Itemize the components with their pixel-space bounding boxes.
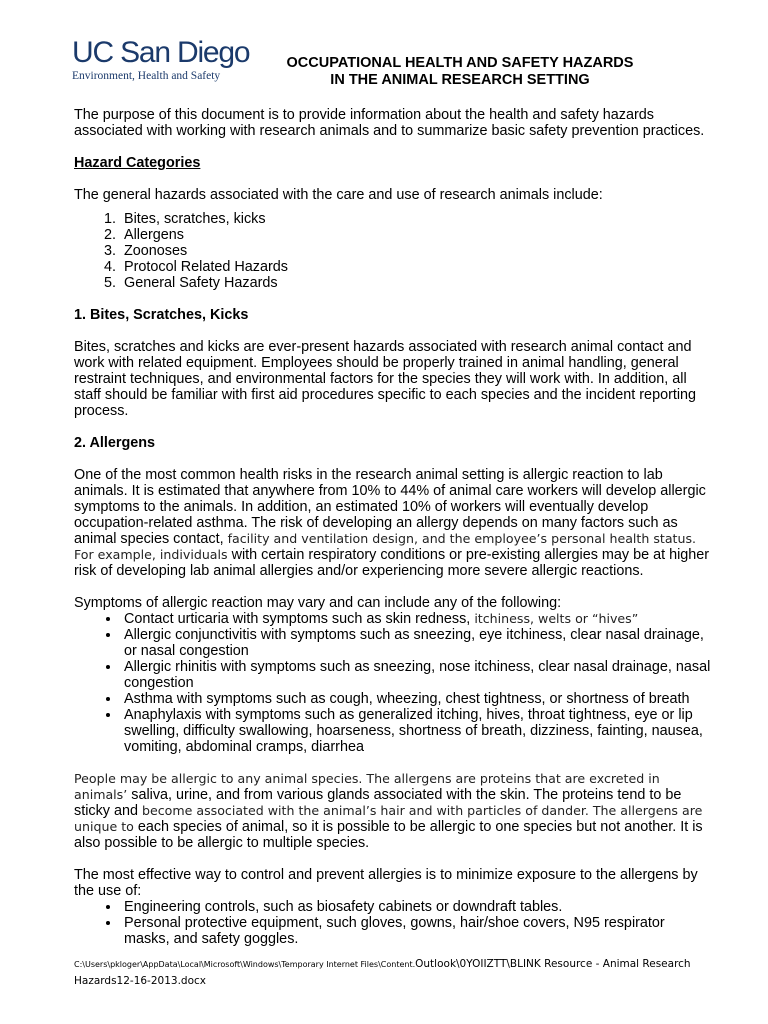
- title-line-1: OCCUPATIONAL HEALTH AND SAFETY HAZARDS: [286, 55, 634, 71]
- paragraph-text: People may be allergic to any animal species. The allergens are proteins that are excreted in animals’: [74, 771, 660, 802]
- section-2-heading: 2. Allergens: [74, 435, 156, 451]
- section-1-body: Bites, scratches and kicks are ever-present hazards associated with research animal contact and work with related equipment. Employees should be properly trained in animal handling, general restraint techniques, and environmental factors for the species they will work with. In addition, all staff should be familiar with first aid procedures specific to each species and the incident reporting process.: [74, 339, 697, 419]
- section-2-paragraph-2: [74, 771, 714, 851]
- file-path-footer: [74, 956, 694, 990]
- footer-path: Outlook\0YOIIZTT\BLINK Resource - Animal Research Hazards12-16-2013.docx: [74, 958, 691, 987]
- hazard-categories-lead: The general hazards associated with the care and use of research animals include:: [74, 187, 603, 203]
- list-item: • Allergic rhinitis with symptoms such as sneezing, nose itchiness, clear nasal drainage, nasal congestion: [121, 659, 714, 691]
- list-item: [121, 611, 714, 627]
- paragraph-text: facility and ventilation design, and the employee’s personal health status. For example, individuals: [74, 531, 697, 562]
- section-1-heading: 1. Bites, Scratches, Kicks: [74, 307, 249, 323]
- document-title: [230, 55, 690, 89]
- paragraph-text: each species of animal, so it is possible to be allergic to one species but not another. It is also possible to be allergic to multiple species.: [74, 819, 703, 851]
- controls-list: [74, 899, 714, 947]
- logo-department: Environment, Health and Safety: [72, 70, 221, 82]
- list-item: 3. Zoonoses: [120, 243, 714, 259]
- list-item: 1. Bites, scratches, kicks: [120, 211, 714, 227]
- logo-wordmark: UC San Diego: [72, 36, 250, 69]
- section-2-paragraph-1: [74, 467, 714, 579]
- list-item: • Asthma with symptoms such as cough, wheezing, chest tightness, or shortness of breath: [121, 691, 714, 707]
- footer-path-small: C:\Users\pkloger\AppData\Local\Microsoft\Windows\Temporary Internet Files\Content.: [74, 960, 416, 969]
- intro-paragraph: The purpose of this document is to provide information about the health and safety hazards associated with working with research animals and to summarize basic safety prevention practices.: [74, 107, 705, 139]
- hazard-categories-heading: Hazard Categories: [74, 155, 201, 171]
- list-item: • Allergic conjunctivitis with symptoms such as sneezing, eye itchiness, clear nasal drainage, or nasal congestion: [121, 627, 714, 659]
- list-item: 4. Protocol Related Hazards: [120, 259, 714, 275]
- list-item: • Personal protective equipment, such gloves, gowns, hair/shoe covers, N95 respirator masks, and safety goggles.: [121, 915, 714, 947]
- list-item-text: itchiness, welts or “hives”: [474, 611, 639, 626]
- list-item: 2. Allergens: [120, 227, 714, 243]
- ucsd-logo: [72, 36, 250, 83]
- list-item: • Engineering controls, such as biosafety cabinets or downdraft tables.: [121, 899, 714, 915]
- paragraph-text: become associated with the animal’s hair and with particles of dander. The allergens are unique to: [74, 803, 703, 834]
- list-item-text: Contact urticaria with symptoms such as skin redness,: [124, 611, 475, 627]
- hazard-list: [74, 211, 714, 291]
- paragraph-text: saliva, urine, and from various glands associated with the skin. The proteins tend to be sticky and: [74, 787, 682, 819]
- symptoms-lead: Symptoms of allergic reaction may vary and can include any of the following:: [74, 595, 562, 611]
- title-line-2: IN THE ANIMAL RESEARCH SETTING: [330, 72, 590, 88]
- symptoms-list: [74, 611, 714, 755]
- paragraph-text: One of the most common health risks in the research animal setting is allergic reaction to lab animals. It is estimated that anywhere from 10% to 44% of animal care workers will develop allergic symptoms to the animals. In addition, an estimated 10% of workers will eventually develop occupation-related asthma. The risk of developing an allergy depends on many factors such as animal species contact,: [74, 467, 706, 547]
- section-2-paragraph-3: The most effective way to control and prevent allergies is to minimize exposure to the allergens by the use of:: [74, 867, 698, 899]
- paragraph-text: with certain respiratory conditions or pre-existing allergies may be at higher risk of developing lab animal allergies and/or experiencing more severe allergic reactions.: [74, 547, 710, 579]
- list-item: 5. General Safety Hazards: [120, 275, 714, 291]
- document-body: [74, 107, 714, 947]
- list-item: • Anaphylaxis with symptoms such as generalized itching, hives, throat tightness, eye or lip swelling, difficulty swallowing, hoarseness, shortness of breath, dizziness, fainting, nausea, vomiting, abdominal cramps, diarrhea: [121, 707, 714, 755]
